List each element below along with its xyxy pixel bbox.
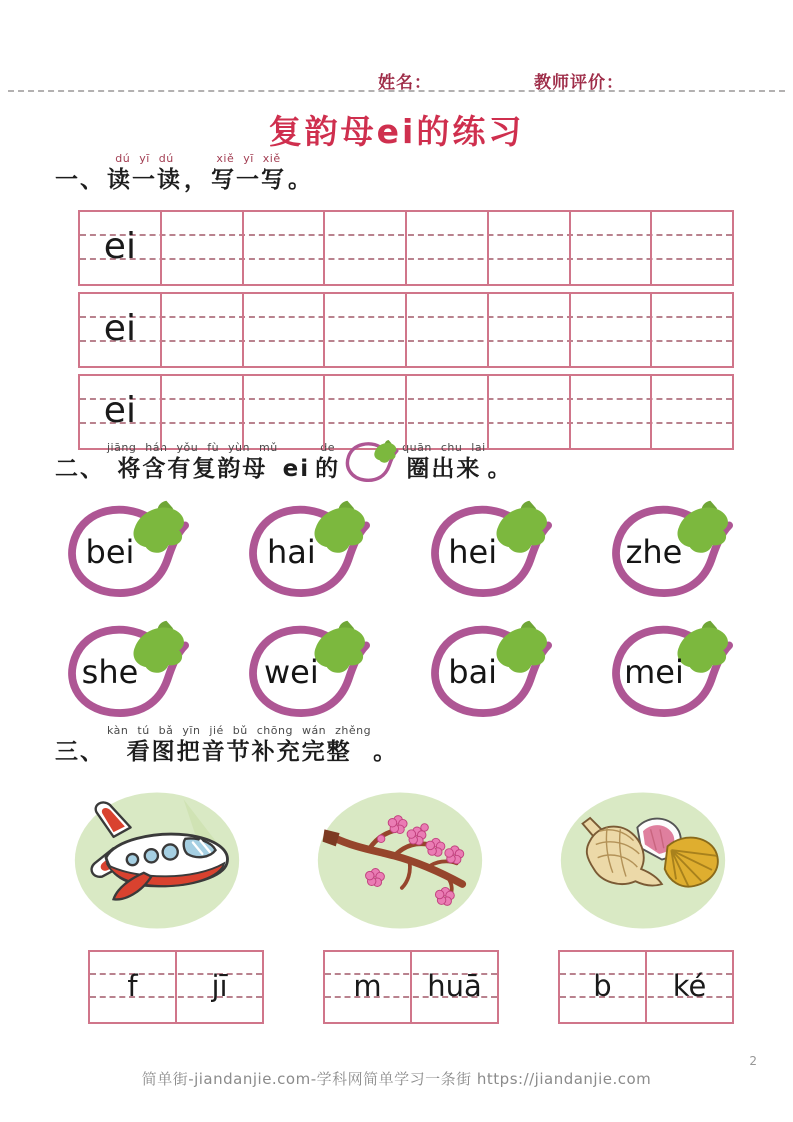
writing-cell: [325, 294, 407, 366]
ruby-group: [55, 152, 105, 195]
prefill-syllable: ei: [103, 226, 136, 267]
ruby-group: [107, 152, 182, 195]
eggplant-item: [425, 620, 553, 720]
answer-grid: [88, 950, 264, 1024]
section-number: 三、: [55, 739, 105, 765]
page-title: 复韵母ei的练习: [268, 112, 525, 151]
writing-cell: [244, 212, 326, 284]
eggplant-syllable: bei: [85, 533, 135, 571]
ruby-group: [184, 152, 209, 195]
writing-cell: [80, 212, 162, 284]
writing-cell: [407, 294, 489, 366]
heading-text: 的: [315, 456, 341, 482]
writing-cell: [571, 294, 653, 366]
answer-grid: [323, 950, 499, 1024]
writing-grid-row: [78, 374, 734, 450]
answer-syllable: ké: [672, 969, 707, 1003]
answer-syllable: jī: [211, 969, 228, 1003]
writing-cell: [652, 376, 732, 448]
picture-airplane: [72, 788, 242, 933]
footer-text: 简单街-jiandanjie.com-学科网简单学习一条街 https://jiandanjie.com: [141, 1070, 652, 1088]
eggplant-row-2: [62, 620, 734, 720]
heading-text: 。: [288, 167, 313, 193]
picture-row: [72, 788, 728, 933]
eggplant-syllable: mei: [624, 653, 684, 691]
answer-cell: [560, 952, 647, 1022]
writing-cell: [80, 294, 162, 366]
eggplant-item: [62, 620, 190, 720]
answer-grid: [558, 950, 734, 1024]
writing-grid: [78, 210, 734, 456]
heading-text: 。: [373, 739, 399, 765]
writing-cell: [407, 376, 489, 448]
ruby-group: [211, 152, 286, 195]
answer-initial: b: [593, 969, 612, 1003]
picture-seashells: [558, 788, 728, 933]
writing-cell: [571, 212, 653, 284]
ruby-group: [373, 724, 398, 767]
pinyin-annotation: xiě yī xiě: [216, 152, 281, 165]
writing-cell: [162, 376, 244, 448]
plum-blossom-icon: [315, 788, 485, 933]
writing-cell: [162, 294, 244, 366]
writing-cell: [489, 376, 571, 448]
eggplant-item: [606, 620, 734, 720]
section3-heading: [54, 724, 399, 767]
picture-plum-blossom: [315, 788, 485, 933]
heading-text: ，: [184, 167, 209, 193]
writing-cell: [244, 294, 326, 366]
answer-cell: [90, 952, 177, 1022]
header-dashed-line: [8, 90, 785, 92]
eggplant-item: [243, 500, 371, 600]
writing-cell: [325, 376, 407, 448]
answer-cell: [412, 952, 497, 1022]
answer-initial: f: [127, 969, 138, 1003]
target-vowel: ei: [282, 456, 311, 482]
writing-grid-row: [78, 292, 734, 368]
writing-cell: [407, 212, 489, 284]
eggplant-syllable: zhe: [625, 533, 683, 571]
heading-text: 看图把音节补充完整: [126, 739, 352, 765]
eggplant-syllable: she: [81, 653, 139, 691]
answer-cell: [325, 952, 412, 1022]
eggplant-item: [606, 500, 734, 600]
writing-grid-row: [78, 210, 734, 286]
writing-cell: [571, 376, 653, 448]
name-label: 姓名：: [378, 73, 432, 93]
heading-text: 。: [487, 456, 513, 482]
writing-cell: [489, 212, 571, 284]
pinyin-annotation: de: [320, 441, 336, 454]
heading-text: 读一读: [107, 167, 182, 193]
writing-cell: [652, 212, 732, 284]
ruby-group: [288, 152, 313, 195]
writing-cell: [489, 294, 571, 366]
writing-cell: [325, 212, 407, 284]
prefill-syllable: ei: [103, 390, 136, 431]
scallop-glyph: [665, 838, 718, 887]
eggplant-syllable: hai: [266, 533, 316, 571]
eggplant-item: [425, 500, 553, 600]
prefill-syllable: ei: [103, 308, 136, 349]
section1-heading: [54, 152, 314, 195]
writing-cell: [80, 376, 162, 448]
pinyin-annotation: jiāng hán yǒu fù yùn mǔ: [107, 441, 278, 454]
answer-cell: [177, 952, 262, 1022]
pinyin-annotation: dú yī dú: [115, 152, 174, 165]
writing-cell: [652, 294, 732, 366]
eggplant-row-1: [62, 500, 734, 600]
writing-cell: [162, 212, 244, 284]
page-number: 2: [749, 1054, 757, 1068]
answer-cell: [647, 952, 732, 1022]
seashell-icon: [558, 788, 728, 933]
answer-initial: m: [353, 969, 382, 1003]
answer-syllable: huā: [427, 969, 482, 1003]
writing-cell: [244, 376, 326, 448]
eggplant-item: [62, 500, 190, 600]
heading-text: 将含有复韵母: [117, 456, 268, 482]
airplane-icon: [72, 788, 242, 933]
answer-row: [88, 950, 734, 1024]
ruby-group: [107, 724, 371, 767]
section-number: 一、: [55, 167, 105, 193]
heading-text: 写一写: [211, 167, 286, 193]
eggplant-syllable: wei: [263, 653, 319, 691]
section-number: 二、: [55, 456, 105, 482]
heading-text: 圈出来: [406, 456, 482, 482]
pinyin-annotation: quān chu lai: [402, 441, 486, 454]
eggplant-syllable: hei: [448, 533, 498, 571]
ruby-group: [55, 724, 105, 767]
pinyin-annotation: kàn tú bǎ yīn jié bǔ chōng wán zhěng: [107, 724, 372, 737]
eggplant-item: [243, 620, 371, 720]
teacher-evaluation-label: 教师评价：: [534, 73, 624, 93]
section1-heading-line: [54, 152, 314, 195]
section3-heading-line: [54, 724, 399, 767]
eggplant-syllable: bai: [448, 653, 498, 691]
